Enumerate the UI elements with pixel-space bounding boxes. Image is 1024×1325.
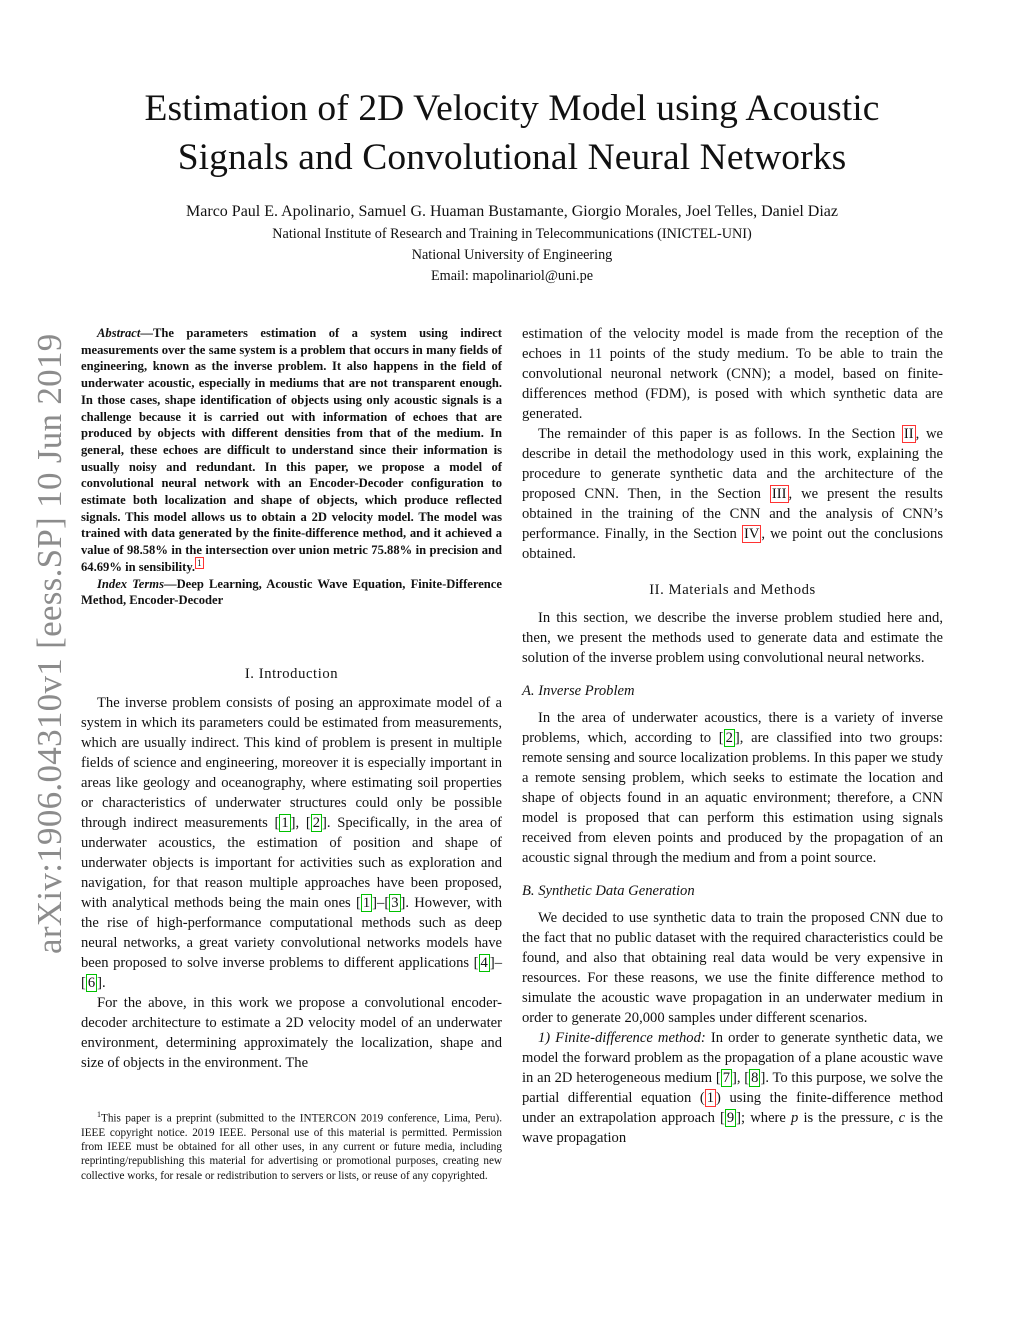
finite-difference-text: is the pressure, — [798, 1110, 899, 1126]
intro-text: . — [102, 975, 106, 991]
finite-difference-text: In order to generate synthetic data, we model the forward problem as the propagation of a plane acoustic wave in an 2D heterogeneous medium — [522, 1030, 943, 1086]
inverse-problem-heading: A. Inverse Problem — [522, 683, 635, 699]
index-terms-dash: — — [163, 576, 177, 591]
intro-text: – — [377, 895, 385, 911]
inverse-problem-text: , are classified into two groups: remote sensing and source localization problems. In this paper we study a remote sensing problem, which seeks to estimate the location and shape of objects found in an aquatic environment; therefore, a CNN model is proposed that can perform this estimation using signals received from eleven points and produced by the propagation of an acoustic signal through the medium and from a point source. — [522, 730, 943, 866]
synthetic-data-heading: B. Synthetic Data Generation — [522, 883, 695, 899]
math-variable-p: p — [791, 1110, 799, 1126]
equation-link[interactable]: 1 — [706, 1090, 715, 1106]
remainder-text: , we point out the conclusions obtained. — [522, 526, 943, 562]
index-terms-label: Index Terms — [97, 576, 164, 591]
finite-difference-text: ; where — [741, 1110, 792, 1126]
affiliation-university: National University of Engineering — [411, 247, 613, 263]
title-line-2: Signals and Convolutional Neural Networks — [177, 137, 847, 178]
remainder-text: The remainder of this paper is as follows. In the Section — [538, 426, 902, 442]
math-variable-c: c — [898, 1110, 906, 1126]
citation-link[interactable]: 4 — [480, 955, 488, 971]
right-column — [522, 324, 943, 1148]
finite-difference-text: using the finite-difference method under an extrapolation approach — [522, 1090, 943, 1126]
citation-link[interactable]: 1 — [281, 815, 289, 831]
citation-link[interactable]: 1 — [362, 895, 371, 911]
remainder-text: , we describe in detail the methodology used in this work, explaining the procedure to generate synthetic data and the architecture of the proposed CNN. Then, in the Section — [522, 426, 943, 502]
abstract-label: Abstract — [97, 326, 141, 340]
abstract-text: The parameters estimation of a system using indirect measurements over the same system is a problem that occurs in many fields of engineering, known as the inverse problem. It also happens in the field of underwater acoustic, especially in mediums that are not transparent enough. In those cases, shape identification of objects using only acoustic signals is a challenge because it is carried out with information of echoes that are produced by objects with different densities from that of the medium. In general, these echoes are difficult to understand since their information is usually noisy and redundant. In this paper, we propose a model of convolutional neural network with an Encoder-Decoder configuration to estimate both localization and shape of objects, which produce reflected signals. This model allows us to obtain a 2D velocity model. The model was trained with data generated by the finite-difference method, and it achieved a value of 98.58% in the intersection over union metric 75.88% in precision and 64.69% in sensibility. — [81, 326, 502, 574]
citation-link[interactable]: 2 — [312, 815, 321, 831]
introduction-continuation: estimation of the velocity model is made from the reception of the echoes in 11 points of the study medium. To be able to train the convolutional neuronal network (CNN); a model, based on finite-differences method (FDM), is posed with which synthetic data are generated. — [522, 326, 943, 422]
introduction-heading: I. Introduction — [244, 666, 339, 682]
introduction-paragraph-1: The inverse problem consists of posing an approximate model of a system in which its parameters could be estimated from measurements, which are usually indirect. This kind of problem is present in multiple fields of science and engineering, moreover it is especially important in areas like geology and oceanography, where estimating soil properties or characteristics of underwater structures could only be possible through indirect measurements [ 1 ], [ 2 ]. Specifically, in the area of underwater acoustics, the estimation of position and shape of underwater objects is important for activities such as exploration and navigation, for that reason multiple approaches have been proposed, with analytical methods being the main ones [ 1 ]–[ 3 ]. However, with the rise of high-performance computational methods such as deep neural networks, a great variety convolutional networks models have been proposed to solve inverse problems to different applications [ 4 ]–[ 6 ]. — [81, 695, 502, 991]
materials-methods-heading: II. Materials and Methods — [649, 582, 816, 598]
citation-link[interactable]: 7 — [722, 1070, 731, 1086]
citation-link[interactable]: 9 — [726, 1110, 735, 1126]
section-link[interactable]: II — [903, 426, 914, 442]
affiliation-institute: National Institute of Research and Training in Telecommunications (INICTEL-UNI) — [272, 226, 752, 242]
index-terms-text: Deep Learning, Acoustic Wave Equation, Finite-Difference Method, Encoder-Decoder — [81, 576, 502, 608]
intro-text: – — [494, 955, 502, 971]
synthetic-data-paragraph: We decided to use synthetic data to train the proposed CNN due to the fact that no public dataset with the required characteristics could be found, and also that obtaining real data would be very expensive in resources. For these reasons, we use the finite difference method to simulate the acoustic wave propagation in an underwater medium in order to generate 20,000 samples under different scenarios. — [522, 910, 943, 1026]
footnote-mark: 1 — [97, 1110, 101, 1119]
inverse-problem-text: In the area of underwater acoustics, there is a variety of inverse problems, which, according to — [522, 710, 943, 746]
author-email: Email: mapolinariol@uni.pe — [431, 268, 593, 284]
paper-title — [80, 84, 944, 182]
citation-link[interactable]: 6 — [87, 975, 96, 991]
title-line-1: Estimation of 2D Velocity Model using Acoustic — [144, 88, 880, 129]
index-terms-paragraph — [81, 576, 502, 609]
introduction-section — [81, 664, 502, 1073]
finite-difference-label: 1) Finite-difference method: — [538, 1030, 706, 1046]
finite-difference-text: is the wave propagation — [522, 1110, 943, 1146]
intro-text: The inverse problem consists of posing an approximate model of a system in which its parameters could be estimated from measurements, which are usually indirect. This kind of problem is present in multiple fields of science and engineering, moreover it is especially important in areas like geology and oceanography, where estimating soil properties or characteristics of underwater structures could only be possible through indirect measurements — [81, 695, 502, 831]
footnote-link[interactable]: 1 — [197, 557, 202, 568]
finite-difference-text: . To this purpose, we solve the partial differential equation — [522, 1070, 943, 1106]
citation-link[interactable]: 3 — [391, 895, 399, 911]
materials-methods-paragraph: In this section, we describe the inverse problem studied here and, then, we present the methods used to generate data and estimate the solution of the inverse problem using convolutional neural networks. — [522, 610, 943, 666]
footnote-text — [81, 1108, 502, 1183]
section-link[interactable]: III — [771, 486, 787, 502]
finite-difference-paragraph: 1) Finite-difference method: In order to generate synthetic data, we model the forward problem as the propagation of a plane acoustic wave in an 2D heterogeneous medium [ 7 ], [ 8 ]. To this purpose, we solve the partial differential equation ( 1 ) using the finite-difference method under an extrapolation approach [ 9 ]; where p is the pressure, c is the wave propagation — [522, 1030, 943, 1146]
footnote — [81, 1108, 502, 1183]
intro-text: . However, with the rise of high-performance computational methods such as deep neural networks, a great variety convolutional networks models have been proposed to solve inverse problems to different applications — [81, 895, 502, 971]
arxiv-identifier: arXiv:1906.04310v1 [eess.SP] 10 Jun 2019 — [30, 333, 69, 954]
abstract-section — [81, 325, 502, 609]
intro-text: . Specifically, in the area of underwater acoustics, the estimation of position and shape of underwater objects is important for activities such as exploration and navigation, for that reason multiple approaches have been proposed, with analytical methods being the main ones — [81, 815, 502, 911]
introduction-paragraph-2: For the above, in this work we propose a convolutional encoder-decoder architecture to estimate a 2D velocity model of an underwater environment, determining approximately the localization, shape and size of objects in the environment. The — [81, 995, 502, 1071]
remainder-text: , we present the results obtained in the training of the CNN and the analysis of CNN’s performance. Finally, in the Section — [522, 486, 943, 542]
inverse-problem-paragraph: In the area of underwater acoustics, there is a variety of inverse problems, which, according to [ 2 ], are classified into two groups: remote sensing and source localization problems. In this paper we study a remote sensing problem, which seeks to estimate the location and shape of objects found in an aquatic environment; therefore, a CNN model is proposed that can perform this estimation using signals received from eleven points and produced by the propagation of an acoustic signal through the medium and from a point source. — [522, 710, 943, 866]
abstract-dash: — — [140, 326, 153, 340]
citation-link[interactable]: 8 — [751, 1070, 759, 1086]
footnote-body: This paper is a preprint (submitted to the INTERCON 2019 conference, Lima, Peru). IEEE copyright notice. 2019 IEEE. Personal use of this material is permitted. Permission from IEEE must be obtained for all other uses, in any current or future media, including reprinting/republishing this material for advertising or promotional purposes, creating new collective works, for resale or redistribution to servers or lists, or reuse of any copyrighted. — [81, 1112, 502, 1182]
section-link[interactable]: IV — [743, 526, 760, 542]
author-list: Marco Paul E. Apolinario, Samuel G. Huaman Bustamante, Giorgio Morales, Joel Telles, Daniel Diaz — [186, 203, 838, 220]
remainder-paragraph — [522, 424, 943, 564]
abstract-paragraph — [81, 325, 502, 576]
citation-link[interactable]: 2 — [725, 730, 733, 746]
